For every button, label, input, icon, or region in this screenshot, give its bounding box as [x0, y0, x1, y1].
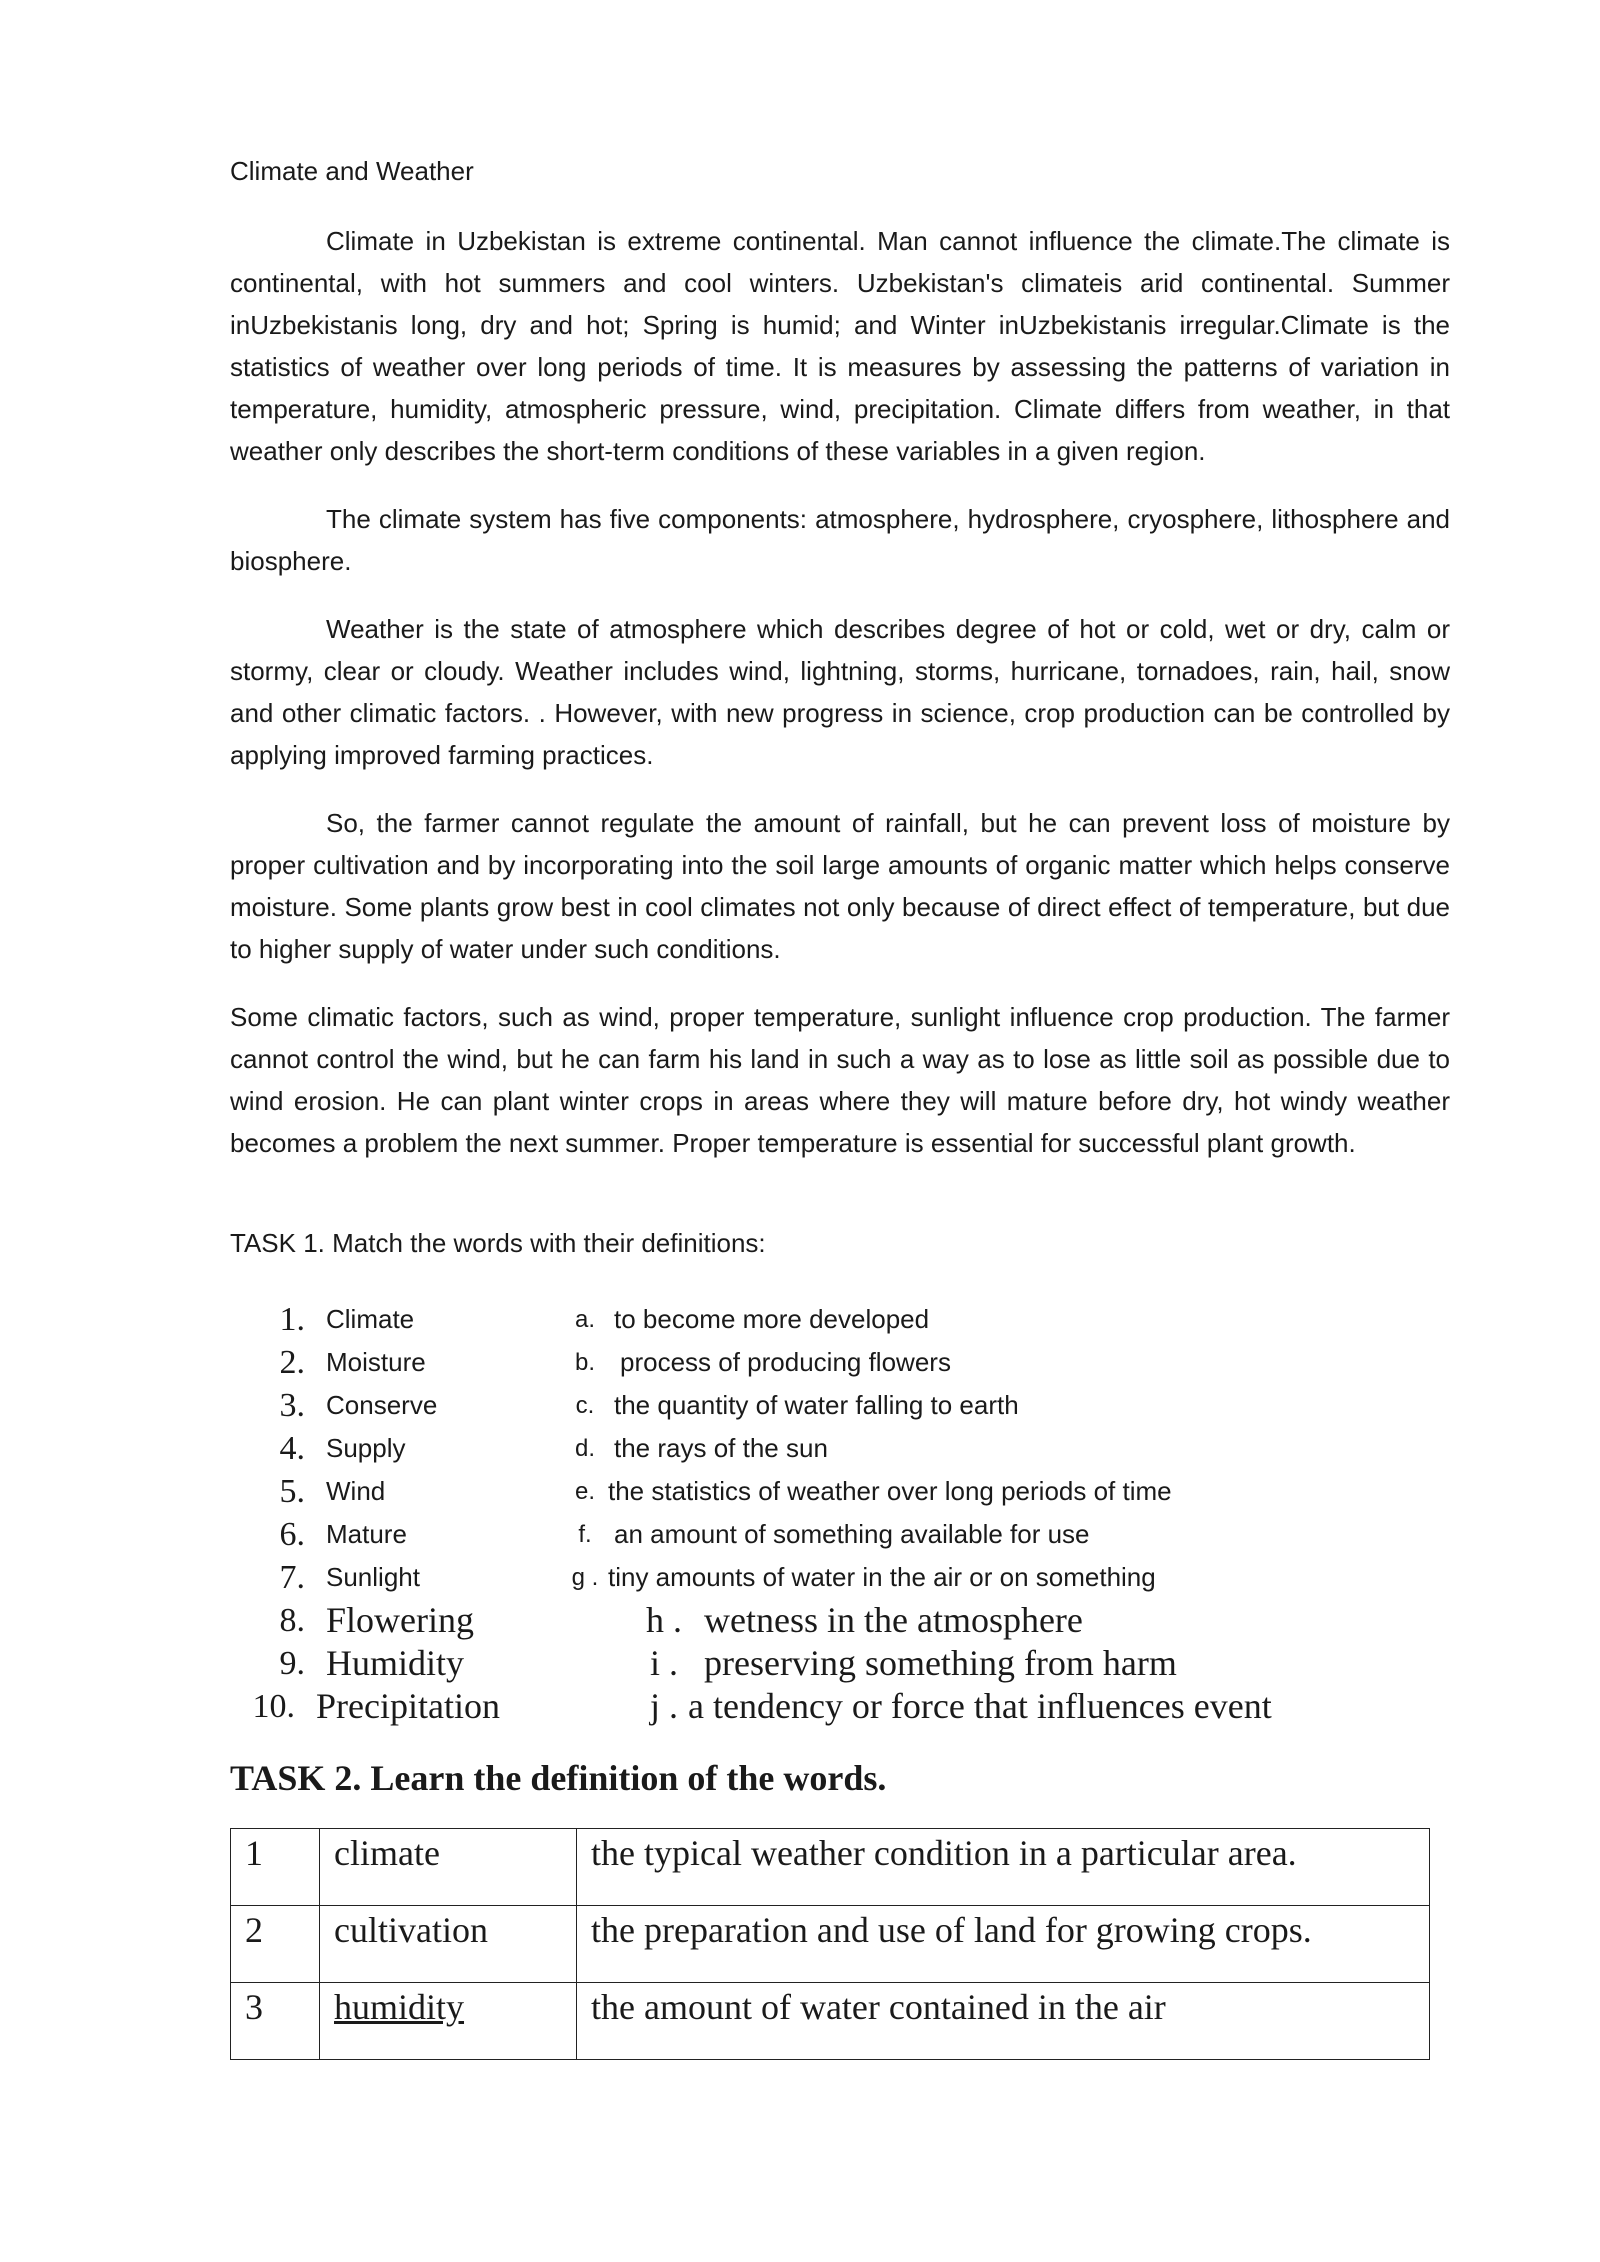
paragraph-climate-system: The climate system has five components: atmosphere, hydrosphere, cryosphere, lithosphere and biosphere. [230, 504, 1450, 576]
definition-letter: g . [571, 1564, 599, 1591]
item-word: Sunlight [326, 1562, 420, 1592]
paragraph-climatic-factors: Some climatic factors, such as wind, proper temperature, sunlight influence crop production. The farmer cannot control the wind, but he can farm his land in such a way as to lose as little soil as possible due to wind erosion. He can plant winter crops in areas where they will mature before dry, hot windy weather becomes a problem the next summer. Proper temperature is essential for successful plant growth. [230, 1002, 1450, 1158]
item-definition: the rays of the sun [614, 1433, 828, 1463]
match-row [230, 1599, 1450, 1642]
term-underlined: humidity [334, 1987, 465, 2027]
definition-cell: the preparation and use of land for growing crops. [577, 1906, 1430, 1983]
item-definition: to become more developed [614, 1304, 930, 1334]
table-row [231, 1906, 1430, 1983]
definition-letter: a. [574, 1306, 595, 1333]
paragraph-farmer-moisture: So, the farmer cannot regulate the amount of rainfall, but he can prevent loss of moisture by proper cultivation and by incorporating into the soil large amounts of organic matter which helps conserve moisture. Some plants grow best in cool climates not only because of direct effect of temperature, but due to higher supply of water under such conditions. [230, 808, 1450, 964]
item-definition: the quantity of water falling to earth [614, 1390, 1019, 1420]
definition-cell: the amount of water contained in the air [577, 1983, 1430, 2060]
row-number: 2 [231, 1906, 320, 1983]
item-definition: preserving something from harm [704, 1643, 1177, 1683]
match-row [230, 1341, 1450, 1384]
definitions-table [230, 1828, 1430, 2060]
match-row [230, 1298, 1450, 1341]
table-row [231, 1983, 1430, 2060]
item-definition: tiny amounts of water in the air or on something [608, 1562, 1156, 1592]
item-number: 7. [279, 1559, 305, 1596]
item-word: Wind [326, 1476, 386, 1506]
table-row [231, 1829, 1430, 1906]
match-row [230, 1470, 1450, 1513]
match-row [230, 1556, 1450, 1599]
definition-letter: c. [575, 1392, 595, 1419]
definition-letter: j . [649, 1686, 678, 1726]
item-word: Supply [326, 1433, 406, 1463]
match-row [230, 1384, 1450, 1427]
item-definition: a tendency or force that influences event [688, 1686, 1272, 1726]
match-row [230, 1642, 1450, 1685]
match-row [230, 1513, 1450, 1556]
item-definition: wetness in the atmosphere [704, 1600, 1083, 1640]
item-definition: process of producing flowers [620, 1347, 951, 1377]
document-page [230, 150, 1450, 2060]
item-definition: an amount of something available for use [614, 1519, 1090, 1549]
term-cell: climate [320, 1829, 577, 1906]
match-row [230, 1427, 1450, 1470]
item-number: 3. [279, 1387, 305, 1424]
item-word: Moisture [326, 1347, 426, 1377]
row-number: 3 [231, 1983, 320, 2060]
item-word: Climate [326, 1304, 415, 1334]
item-definition: the statistics of weather over long periods of time [608, 1476, 1172, 1506]
task1-heading: TASK 1. Match the words with their definitions: [230, 1228, 766, 1258]
match-row [230, 1685, 1450, 1728]
term-cell: cultivation [320, 1906, 577, 1983]
paragraph-climate-uzbekistan: Climate in Uzbekistan is extreme continental. Man cannot influence the climate.The climate is continental, with hot summers and cool winters. Uzbekistan's climateis arid continental. Summer inUzbekistanis long, dry and hot; Spring is humid; and Winter inUzbekistanis irregular.Climate is the statistics of weather over long periods of time. It is measures by assessing the patterns of variation in temperature, humidity, atmospheric pressure, wind, precipitation. Climate differs from weather, in that weather only describes the short-term conditions of these variables in a given region. [230, 226, 1450, 466]
definition-cell: the typical weather condition in a particular area. [577, 1829, 1430, 1906]
document-title: Climate and Weather [230, 156, 474, 186]
item-word: Flowering [326, 1600, 474, 1640]
item-number: 9. [279, 1645, 305, 1682]
item-number: 6. [279, 1516, 305, 1553]
item-number: 10. [252, 1688, 295, 1725]
definition-letter: i . [649, 1643, 678, 1683]
definition-letter: e. [574, 1478, 595, 1505]
item-number: 5. [279, 1473, 305, 1510]
paragraph-weather-definition: Weather is the state of atmosphere which describes degree of hot or cold, wet or dry, calm or stormy, clear or cloudy. Weather includes wind, lightning, storms, hurricane, tornadoes, rain, hail, snow and other climatic factors. . However, with new progress in science, crop production can be controlled by applying improved farming practices. [230, 614, 1450, 770]
item-word: Humidity [326, 1643, 465, 1683]
definition-letter: h . [646, 1600, 682, 1640]
definition-letter: d. [574, 1435, 595, 1462]
item-number: 2. [279, 1344, 305, 1381]
item-word: Precipitation [316, 1686, 500, 1726]
item-number: 4. [279, 1430, 305, 1467]
definition-letter: f. [578, 1521, 592, 1548]
matching-list [230, 1298, 1450, 1738]
task2-heading: TASK 2. Learn the definition of the words. [230, 1758, 887, 1798]
definition-letter: b. [574, 1349, 595, 1376]
row-number: 1 [231, 1829, 320, 1906]
item-word: Conserve [326, 1390, 438, 1420]
item-number: 1. [279, 1301, 305, 1338]
item-number: 8. [279, 1602, 305, 1639]
term-cell [320, 1983, 577, 2060]
item-word: Mature [326, 1519, 407, 1549]
